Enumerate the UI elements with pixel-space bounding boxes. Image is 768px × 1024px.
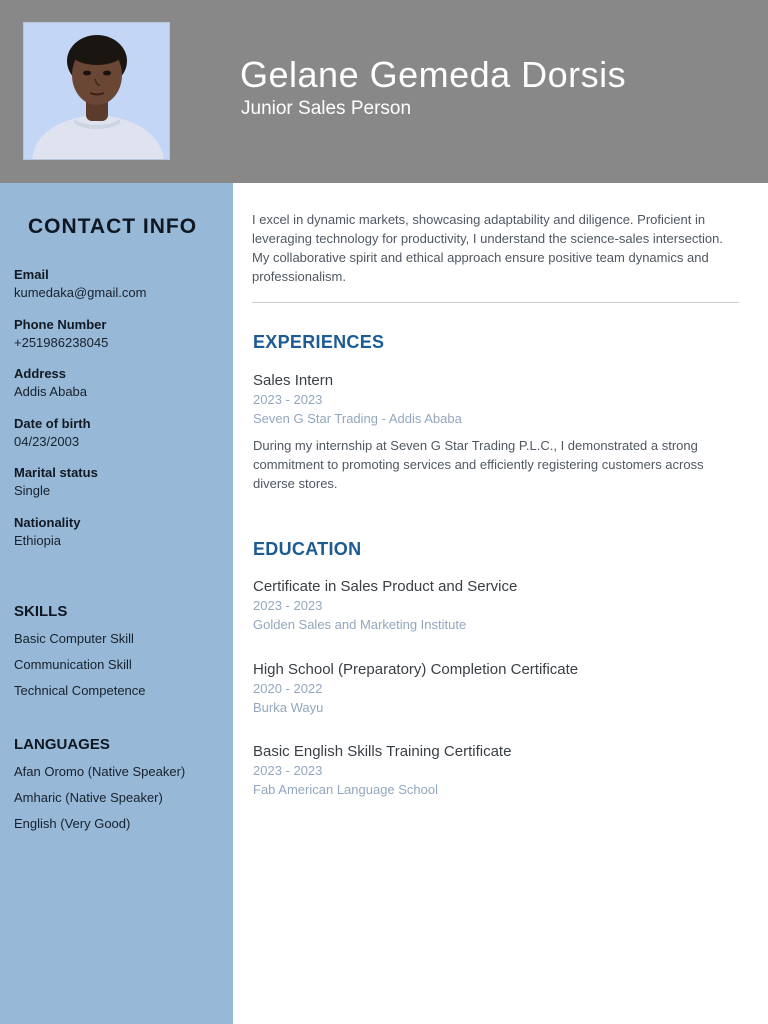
experience-title: Sales Intern bbox=[253, 372, 334, 389]
contact-phone bbox=[14, 316, 224, 366]
skill-item: Basic Computer Skill bbox=[14, 631, 134, 646]
education-institution: Burka Wayu bbox=[253, 700, 324, 715]
skill-item: Technical Competence bbox=[14, 683, 146, 698]
contact-label: Nationality bbox=[14, 514, 81, 530]
contact-email bbox=[14, 266, 224, 316]
section-divider bbox=[252, 302, 739, 303]
contact-label: Marital status bbox=[14, 465, 98, 480]
profile-summary: I excel in dynamic markets, showcasing adaptability and diligence. Proficient in leveraging technology for productivity, I understand the science-sales intersection. My collaborative spirit and ethical approach ensure positive team dynamics and professionalism. bbox=[252, 212, 723, 284]
contact-label: Date of birth bbox=[14, 415, 91, 431]
languages-heading: LANGUAGES bbox=[14, 736, 110, 753]
experiences-heading: EXPERIENCES bbox=[253, 332, 385, 352]
contact-label: Address bbox=[14, 366, 67, 381]
education-dates: 2023 - 2023 bbox=[253, 763, 323, 778]
experience-description: During my internship at Seven G Star Trading P.L.C., I demonstrated a strong commitment to promoting services and efficiently registering customers across diverse stores. bbox=[253, 438, 704, 491]
languages-list bbox=[14, 763, 229, 841]
education-heading: EDUCATION bbox=[253, 539, 362, 559]
experience-dates: 2023 - 2023 bbox=[253, 392, 323, 407]
education-entry bbox=[253, 660, 739, 717]
skill-item: Communication Skill bbox=[14, 657, 132, 672]
contact-value: Single bbox=[14, 483, 51, 498]
contact-value: 04/23/2003 bbox=[14, 433, 80, 449]
education-title: High School (Preparatory) Completion Certificate bbox=[253, 661, 579, 678]
language-item: Afan Oromo (Native Speaker) bbox=[14, 764, 186, 779]
contact-info-heading: CONTACT INFO bbox=[28, 215, 198, 238]
contact-date-of-birth bbox=[14, 415, 224, 465]
education-title: Basic English Skills Training Certificate bbox=[253, 743, 512, 760]
contact-nationality bbox=[14, 514, 224, 564]
experience-entry bbox=[253, 371, 739, 493]
education-institution: Golden Sales and Marketing Institute bbox=[253, 617, 467, 632]
language-item: English (Very Good) bbox=[14, 816, 131, 831]
contact-label: Email bbox=[14, 267, 49, 282]
education-institution: Fab American Language School bbox=[253, 782, 439, 797]
education-dates: 2020 - 2022 bbox=[253, 681, 323, 696]
contact-marital-status bbox=[14, 464, 224, 514]
skills-heading: SKILLS bbox=[14, 603, 68, 620]
contact-value: +251986238045 bbox=[14, 334, 109, 350]
contact-label: Phone Number bbox=[14, 316, 107, 332]
candidate-name: Gelane Gemeda Dorsis bbox=[240, 54, 627, 95]
skills-list bbox=[14, 630, 229, 708]
experience-organization: Seven G Star Trading - Addis Ababa bbox=[253, 411, 462, 426]
job-title: Junior Sales Person bbox=[241, 98, 412, 119]
education-title: Certificate in Sales Product and Service bbox=[253, 578, 518, 595]
education-entry bbox=[253, 742, 739, 799]
language-item: Amharic (Native Speaker) bbox=[14, 790, 163, 805]
contact-value: Ethiopia bbox=[14, 532, 61, 548]
contact-list bbox=[14, 266, 224, 563]
contact-address bbox=[14, 365, 224, 415]
contact-value: kumedaka@gmail.com bbox=[14, 285, 147, 300]
education-dates: 2023 - 2023 bbox=[253, 598, 323, 613]
profile-photo bbox=[23, 22, 170, 160]
contact-value: Addis Ababa bbox=[14, 384, 88, 399]
education-entry bbox=[253, 577, 739, 634]
